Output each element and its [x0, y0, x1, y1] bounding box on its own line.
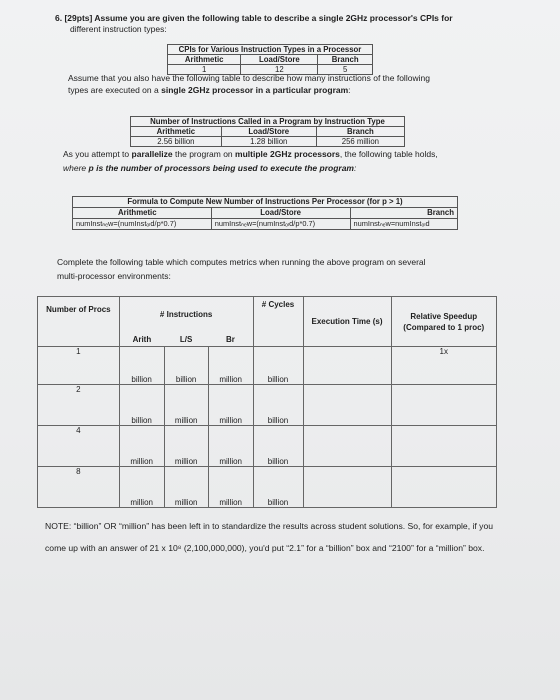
arith-cell[interactable]: billion [119, 347, 164, 385]
formula-ls: numInstₙₑw=(numInstₒₗd/p*0.7) [211, 219, 350, 230]
count-header-br: Branch [316, 127, 404, 137]
cpi-header-br: Branch [318, 55, 373, 65]
speedup-cell[interactable] [391, 467, 496, 508]
question-intro-bold: single 2GHz processor's [318, 13, 418, 23]
table-row [38, 426, 497, 467]
table-row [38, 385, 497, 426]
arith-cell[interactable]: billion [119, 385, 164, 426]
speedup-cell[interactable] [391, 426, 496, 467]
cpi-value-arith: 1 [168, 65, 241, 75]
count-table-title: Number of Instructions Called in a Program by Instruction Type [131, 117, 405, 127]
cycles-cell[interactable]: billion [253, 347, 303, 385]
exec-time-cell[interactable] [303, 467, 391, 508]
cycles-cell[interactable]: billion [253, 426, 303, 467]
para3-text-c: , the following table holds, [339, 149, 438, 159]
exec-time-cell[interactable] [303, 385, 391, 426]
procs-cell: 1 [38, 347, 120, 385]
speedup-cell[interactable] [391, 385, 496, 426]
formula-header-ls: Load/Store [211, 208, 350, 219]
formula-header-arith: Arithmetic [73, 208, 212, 219]
count-value-ls: 1.28 billion [221, 137, 316, 147]
formula-table-title: Formula to Compute New Number of Instructions Per Processor (for p > 1) [73, 197, 458, 208]
cpi-header-arith: Arithmetic [168, 55, 241, 65]
speedup-cell[interactable]: 1x [391, 347, 496, 385]
question-number: 6. [55, 13, 63, 23]
header-exec-time: Execution Time (s) [303, 297, 391, 347]
question-points: [29pts] [64, 13, 93, 23]
header-instructions: # Instructions [119, 297, 253, 333]
para3-text-b: the program on [175, 149, 233, 159]
para3-where: where [63, 163, 87, 173]
formula-arith: numInstₙₑw=(numInstₒₗd/p*0.7) [73, 219, 212, 230]
cycles-cell[interactable]: billion [253, 385, 303, 426]
para2-line2 [68, 85, 351, 95]
header-cycles: # Cycles [253, 297, 303, 347]
br-cell[interactable]: million [208, 347, 253, 385]
arith-cell[interactable]: million [119, 426, 164, 467]
procs-cell: 8 [38, 467, 120, 508]
para3-text-a: As you attempt to [63, 149, 130, 159]
count-value-arith: 2.56 billion [131, 137, 222, 147]
ls-cell[interactable]: billion [164, 347, 208, 385]
count-header-arith: Arithmetic [131, 127, 222, 137]
procs-cell: 4 [38, 426, 120, 467]
header-speedup: Relative Speedup (Compared to 1 proc) [391, 297, 496, 347]
para3-colon: : [353, 163, 357, 173]
br-cell[interactable]: million [208, 426, 253, 467]
arith-cell[interactable]: million [119, 467, 164, 508]
question-intro: Assume you are given the following table to describe a [94, 13, 317, 23]
table-row [38, 347, 497, 385]
formula-header-br: Branch [350, 208, 457, 219]
subheader-ls: L/S [164, 333, 208, 347]
para2-line1: Assume that you also have the following table to describe how many instructions of the following [68, 73, 430, 83]
para3-line2 [63, 163, 356, 173]
para4-line1: Complete the following table which computes metrics when running the above program on several [57, 257, 426, 267]
para3-bold-b: multiple 2GHz processors [235, 149, 340, 159]
count-value-br: 256 million [316, 137, 404, 147]
question-intro-end: CPIs for [420, 13, 453, 23]
header-num-procs: Number of Procs [38, 297, 120, 347]
procs-cell: 2 [38, 385, 120, 426]
cpi-value-ls: 12 [241, 65, 318, 75]
para4-line2: multi-processor environments: [57, 271, 171, 281]
ls-cell[interactable]: million [164, 467, 208, 508]
br-cell[interactable]: million [208, 385, 253, 426]
count-header-ls: Load/Store [221, 127, 316, 137]
para2-bold: single 2GHz processor in a particular program [161, 85, 349, 95]
instruction-count-table [130, 116, 405, 147]
para3-p-definition: p is the number of processors being used to execute the program [88, 163, 354, 173]
ls-cell[interactable]: million [164, 426, 208, 467]
cpi-header-ls: Load/Store [241, 55, 318, 65]
cpi-value-br: 5 [318, 65, 373, 75]
exec-time-cell[interactable] [303, 426, 391, 467]
metrics-table [37, 296, 497, 508]
para3-line1 [63, 149, 438, 159]
table-row [38, 467, 497, 508]
para2-colon: : [348, 85, 351, 95]
formula-br: numInstₙₑw=numInstₒₗd [350, 219, 457, 230]
cpi-table [167, 44, 373, 75]
formula-table [72, 196, 458, 230]
subheader-br: Br [208, 333, 253, 347]
ls-cell[interactable]: million [164, 385, 208, 426]
note-text: NOTE: “billion” OR “million” has been left in to standardize the results across student solutions. So, for example, if you come up with an answer of 21 x 10⁸ (2,100,000,000), you'd put “2.1” for a “billion” box and “2100” for a “million” box. [45, 521, 494, 553]
para2-text: types are executed on a [68, 85, 159, 95]
subheader-arith: Arith [119, 333, 164, 347]
cycles-cell[interactable]: billion [253, 467, 303, 508]
para3-bold-a: parallelize [131, 149, 173, 159]
question-intro-line2: different instruction types: [70, 24, 167, 34]
question-header [55, 12, 453, 24]
cpi-table-title: CPIs for Various Instruction Types in a Processor [168, 45, 373, 55]
br-cell[interactable]: million [208, 467, 253, 508]
exec-time-cell[interactable] [303, 347, 391, 385]
